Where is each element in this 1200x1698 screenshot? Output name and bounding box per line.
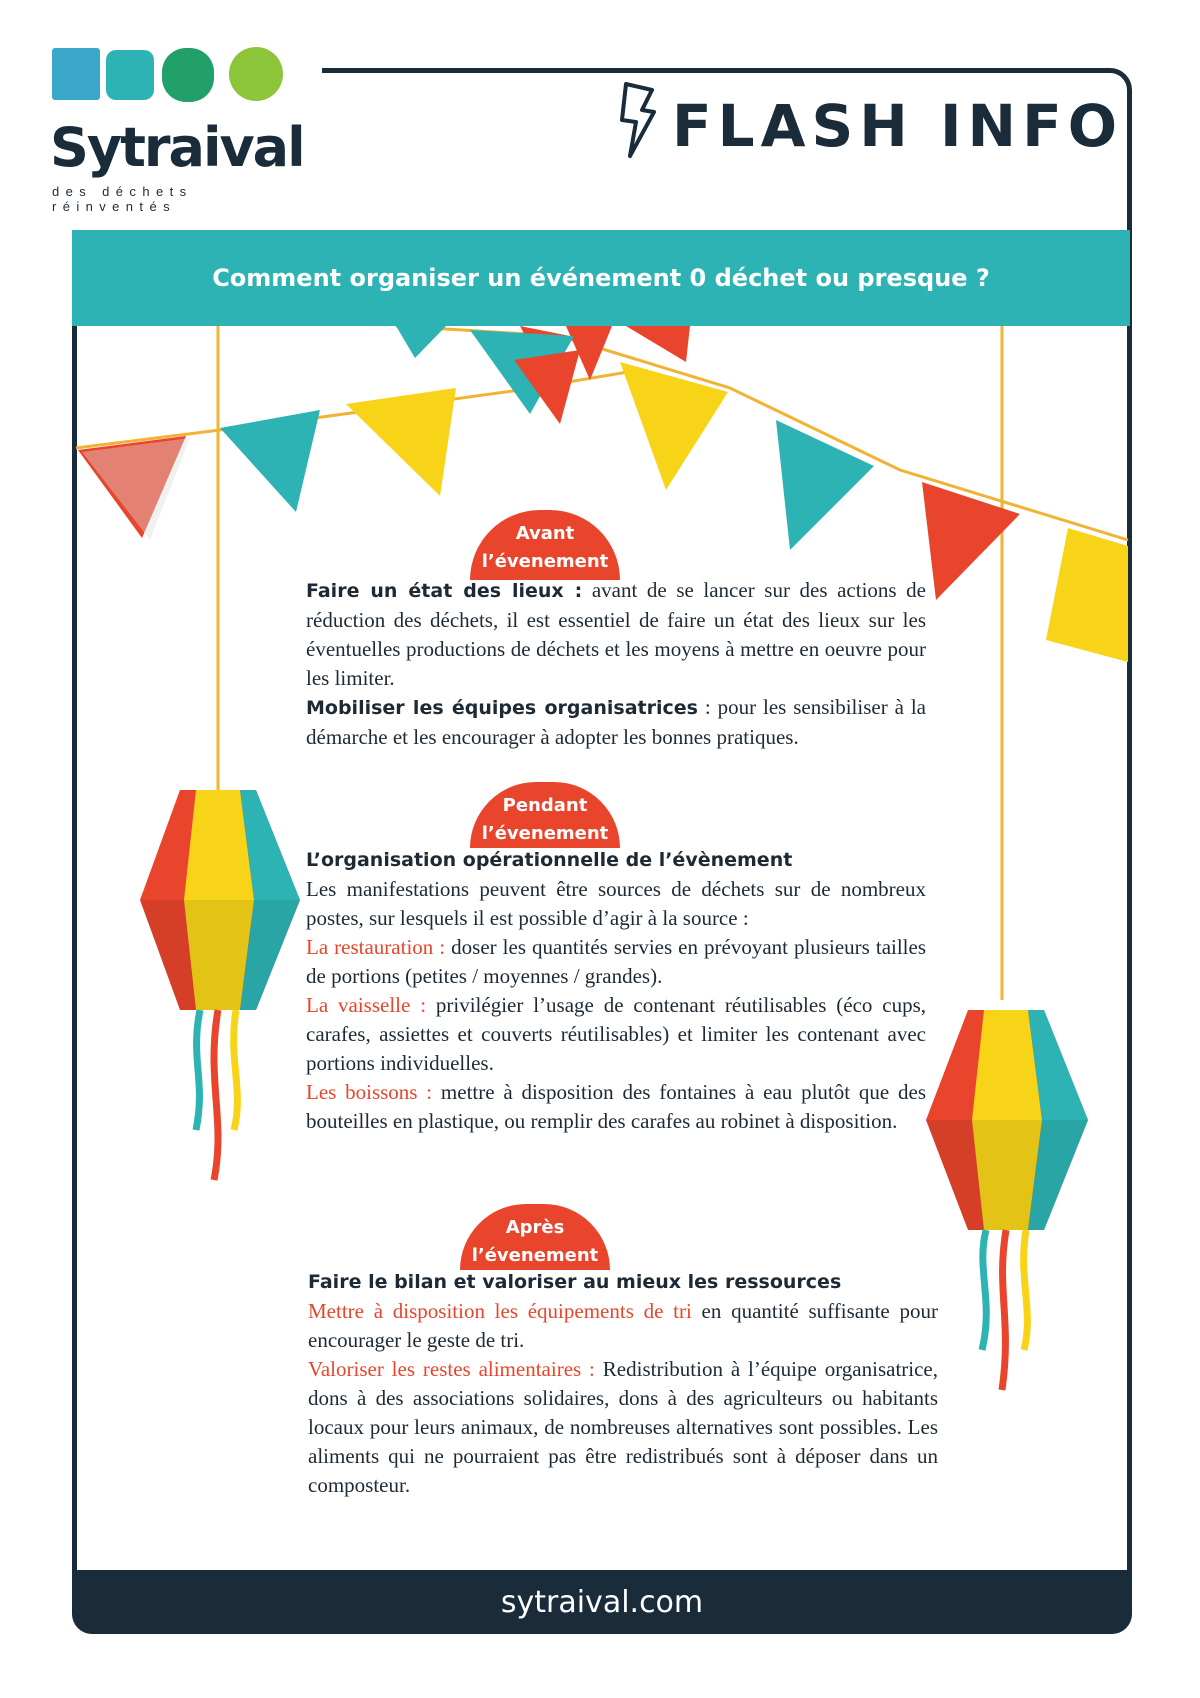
label-restes: Valoriser les restes alimentaires : (308, 1357, 595, 1381)
text-restauration: doser les quantités servies en prévoyant plusieurs tailles de portions (petites / moyennes / grandes). (306, 935, 927, 988)
label-restauration: La restauration : (306, 935, 446, 959)
heading-bilan: Faire le bilan et valoriser au mieux les ressources (308, 1271, 842, 1293)
paragraph-boissons (306, 1078, 926, 1136)
label-vaisselle: La vaisselle : (306, 993, 427, 1017)
logo-wordmark: Sytraival (50, 116, 304, 179)
badge-avant (470, 510, 620, 580)
section-avant-text (306, 576, 926, 752)
bold-mobiliser: Mobiliser les équipes organisatrices (306, 697, 698, 719)
text-etat-des-lieux: avant de se lancer sur des actions de réduction des déchets, il est essentiel de faire un état des lieux sur les éventuelles productions de déchets et les moyens à mettre en oeuvre pour les limiter. (306, 578, 927, 690)
badge-pendant-line1: Pendant (502, 795, 588, 816)
footer-bar (72, 1570, 1132, 1634)
text-vaisselle: privilégier l’usage de contenant réutilisables (éco cups, carafes, assiettes et couverts réutilisables) et limiter les contenant avec portions individuelles. (306, 993, 926, 1075)
text-boissons: mettre à disposition des fontaines à eau plutôt que des bouteilles en plastique, ou remplir des carafes au robinet à disposition. (306, 1080, 926, 1133)
lantern-right (926, 1010, 1088, 1390)
lantern-left (140, 790, 300, 1180)
badge-apres (460, 1204, 610, 1270)
paragraph-tri (308, 1297, 938, 1355)
paragraph-vaisselle (306, 991, 926, 1078)
headline-text: Comment organiser un événement 0 déchet ou presque ? (212, 264, 990, 292)
badge-avant-line2: l’évenement (481, 551, 609, 572)
text-mobiliser: : pour les sensibiliser à la démarche et les encourager à adopter les bonnes pratiques. (306, 695, 927, 749)
badge-pendant-line2: l’évenement (481, 823, 609, 844)
paragraph-restauration (306, 933, 926, 991)
paragraph-mobiliser (306, 693, 926, 752)
heading-organisation: L’organisation opérationnelle de l’évènement (306, 849, 793, 871)
paragraph-etat-des-lieux (306, 576, 926, 693)
bold-etat-des-lieux: Faire un état des lieux : (306, 580, 583, 602)
label-boissons: Les boissons : (306, 1080, 433, 1104)
badge-apres-line1: Après (505, 1217, 565, 1238)
badge-apres-line2: l’évenement (471, 1245, 599, 1266)
paragraph-restes (308, 1355, 938, 1500)
flash-info-title: FLASH INFO (672, 92, 1124, 160)
headline-banner (72, 230, 1130, 326)
section-pendant-text (306, 846, 926, 1136)
label-tri: Mettre à disposition les équipements de tri (308, 1299, 692, 1323)
text-tri: en quantité suffisante pour encourager le geste de tri. (308, 1299, 938, 1352)
logo-tagline: des déchets réinventés (52, 184, 193, 214)
badge-pendant (470, 782, 620, 848)
text-restes: Redistribution à l’équipe organisatrice, dons à des associations solidaires, dons à des agriculteurs ou habitants locaux pour leurs animaux, de nombreuses alternatives sont possibles. Les aliments qui ne pourraient pas être redistribués sont à déposer dans un composteur. (308, 1357, 939, 1497)
footer-website-link[interactable]: sytraival.com (500, 1584, 704, 1620)
section-apres-text (308, 1268, 938, 1500)
paragraph-intro: Les manifestations peuvent être sources de déchets sur de nombreux postes, sur lesquels il est possible d’agir à la source : (306, 877, 926, 930)
badge-avant-line1: Avant (515, 523, 575, 544)
